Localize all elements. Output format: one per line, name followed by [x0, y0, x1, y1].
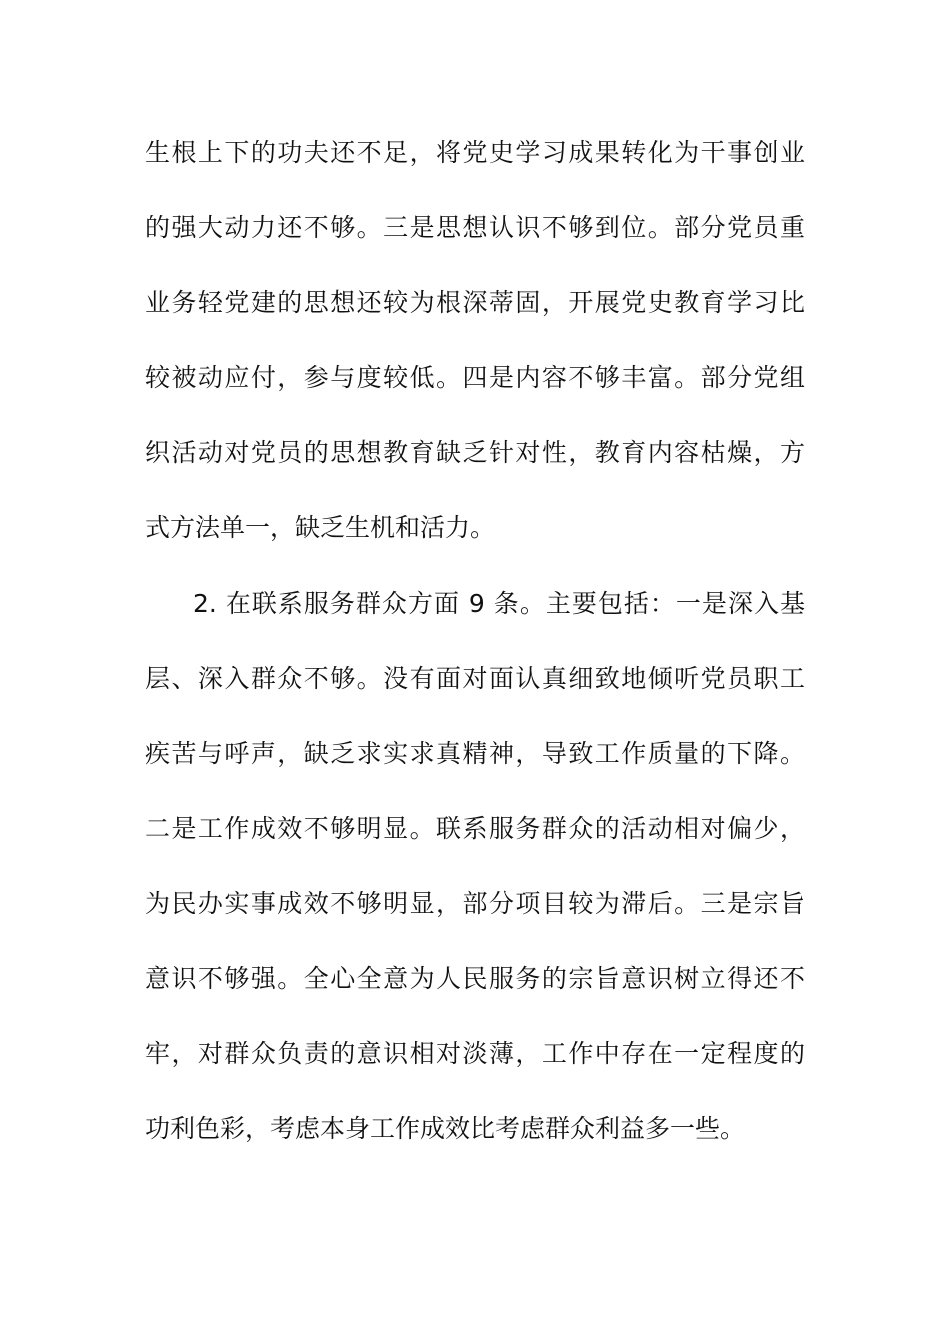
- paragraph-continued: [145, 115, 805, 565]
- paragraph-line: 生根上下的功夫还不足，将党史学习成果转化为干事创业: [145, 138, 805, 167]
- paragraph-contact-service: [145, 566, 805, 1166]
- paragraph-line: 较被动应付，参与度较低。四是内容不够丰富。部分党组: [145, 363, 805, 392]
- paragraph-line: 织活动对党员的思想教育缺乏针对性，教育内容枯燥，方: [145, 438, 805, 467]
- paragraph-line: 层、深入群众不够。没有面对面认真细致地倾听党员职工: [145, 664, 805, 693]
- paragraph-line: 牢，对群众负责的意识相对淡薄，工作中存在一定程度的: [145, 1039, 805, 1068]
- paragraph-line: 业务轻党建的思想还较为根深蒂固，开展党史教育学习比: [145, 288, 805, 317]
- paragraph-line: 二是工作成效不够明显。联系服务群众的活动相对偏少，: [145, 814, 805, 843]
- paragraph-line: 式方法单一，缺乏生机和活力。: [145, 513, 496, 542]
- paragraph-line: 的强大动力还不够。三是思想认识不够到位。部分党员重: [145, 213, 805, 242]
- paragraph-line: 疾苦与呼声，缺乏求实求真精神，导致工作质量的下降。: [145, 739, 805, 768]
- paragraph-line: 功利色彩，考虑本身工作成效比考虑群众利益多一些。: [145, 1114, 746, 1143]
- paragraph-line: 为民办实事成效不够明显，部分项目较为滞后。三是宗旨: [145, 889, 805, 918]
- paragraph-line: 意识不够强。全心全意为人民服务的宗旨意识树立得还不: [145, 964, 805, 993]
- paragraph-line: 2. 在联系服务群众方面 9 条。主要包括：一是深入基: [193, 589, 805, 618]
